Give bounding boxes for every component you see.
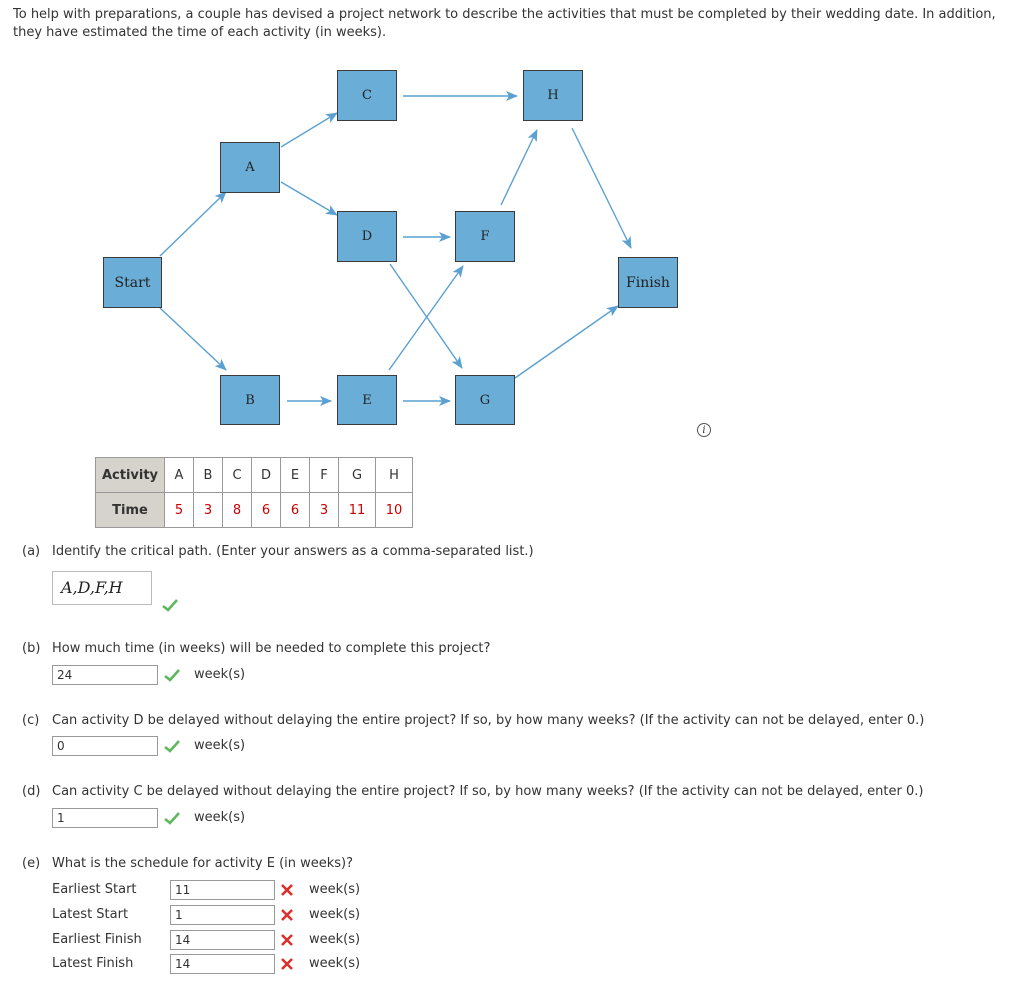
question-d-text: Can activity C be delayed without delaying the entire project? If so, by how many weeks? (If the activity can not be delayed, enter 0.): [52, 784, 924, 799]
node-f: F: [455, 211, 515, 262]
time-cell: 6: [281, 493, 310, 528]
x-icon: [280, 908, 294, 922]
problem-intro: To help with preparations, a couple has devised a project network to describe the activities that must be completed by their wedding date. In addition, they have estimated the time of each activity (in weeks).: [13, 7, 996, 40]
question-b: [22, 641, 490, 656]
node-start: Start: [103, 257, 162, 308]
node-b: B: [220, 375, 280, 425]
question-a: [22, 544, 534, 559]
arrow-a-c: [281, 113, 337, 147]
x-icon: [280, 933, 294, 947]
earliest-start-label: Earliest Start: [52, 882, 137, 897]
question-b-label: (b): [22, 641, 41, 656]
question-c: [22, 713, 924, 728]
question-c-label: (c): [22, 713, 40, 728]
latest-finish-label: Latest Finish: [52, 956, 134, 971]
time-cell: 3: [310, 493, 339, 528]
unit-label: week(s): [309, 882, 361, 897]
arrow-h-finish: [572, 128, 631, 248]
arrow-a-d: [281, 182, 337, 215]
activity-cell: H: [376, 458, 413, 493]
question-e-text: What is the schedule for activity E (in weeks)?: [52, 856, 354, 871]
x-icon: [280, 957, 294, 971]
activity-cell: A: [165, 458, 194, 493]
unit-label: week(s): [309, 956, 361, 971]
activity-cell: G: [339, 458, 376, 493]
arrow-g-finish: [515, 306, 618, 378]
delay-d-input[interactable]: [52, 736, 158, 756]
unit-label: week(s): [309, 932, 361, 947]
arrow-start-b: [160, 308, 226, 370]
question-a-text: Identify the critical path. (Enter your answers as a comma-separated list.): [52, 544, 534, 559]
question-a-label: (a): [22, 544, 41, 559]
check-icon: [164, 739, 180, 753]
time-cell: 5: [165, 493, 194, 528]
project-time-input[interactable]: [52, 665, 158, 685]
activity-cell: E: [281, 458, 310, 493]
latest-start-input[interactable]: [170, 905, 275, 925]
time-cell: 10: [376, 493, 413, 528]
activity-cell: C: [223, 458, 252, 493]
unit-label: week(s): [309, 907, 361, 922]
question-e: [22, 856, 353, 871]
check-icon: [162, 598, 178, 612]
question-c-text: Can activity D be delayed without delaying the entire project? If so, by how many weeks? (If the activity can not be delayed, enter 0.): [52, 713, 925, 728]
time-cell: 8: [223, 493, 252, 528]
info-icon[interactable]: i: [697, 423, 711, 437]
node-g: G: [455, 375, 515, 425]
node-c: C: [337, 70, 397, 121]
question-b-text: How much time (in weeks) will be needed to complete this project?: [52, 641, 491, 656]
unit-label: week(s): [194, 738, 246, 753]
activity-header: Activity: [96, 458, 165, 493]
question-e-label: (e): [22, 856, 41, 871]
activity-time-table: [95, 457, 413, 528]
latest-start-label: Latest Start: [52, 907, 129, 922]
delay-c-input[interactable]: [52, 808, 158, 828]
activity-cell: B: [194, 458, 223, 493]
x-icon: [280, 883, 294, 897]
node-a: A: [220, 142, 280, 193]
critical-path-answer[interactable]: A,D,F,H: [52, 571, 152, 605]
earliest-start-input[interactable]: [170, 880, 275, 900]
activity-cell: D: [252, 458, 281, 493]
unit-label: week(s): [194, 810, 246, 825]
earliest-finish-label: Earliest Finish: [52, 932, 142, 947]
activity-cell: F: [310, 458, 339, 493]
latest-finish-input[interactable]: [170, 954, 275, 974]
unit-label: week(s): [194, 667, 246, 682]
node-h: H: [523, 70, 583, 121]
time-cell: 11: [339, 493, 376, 528]
check-icon: [164, 668, 180, 682]
check-icon: [164, 811, 180, 825]
earliest-finish-input[interactable]: [170, 930, 275, 950]
time-row: [96, 493, 413, 528]
activity-row: [96, 458, 413, 493]
time-cell: 6: [252, 493, 281, 528]
question-d: [22, 784, 923, 799]
time-header: Time: [96, 493, 165, 528]
question-d-label: (d): [22, 784, 41, 799]
time-cell: 3: [194, 493, 223, 528]
arrow-f-h: [501, 130, 537, 205]
arrow-start-a: [160, 192, 226, 256]
node-finish: Finish: [618, 257, 678, 308]
node-e: E: [337, 375, 397, 425]
node-d: D: [337, 211, 397, 262]
